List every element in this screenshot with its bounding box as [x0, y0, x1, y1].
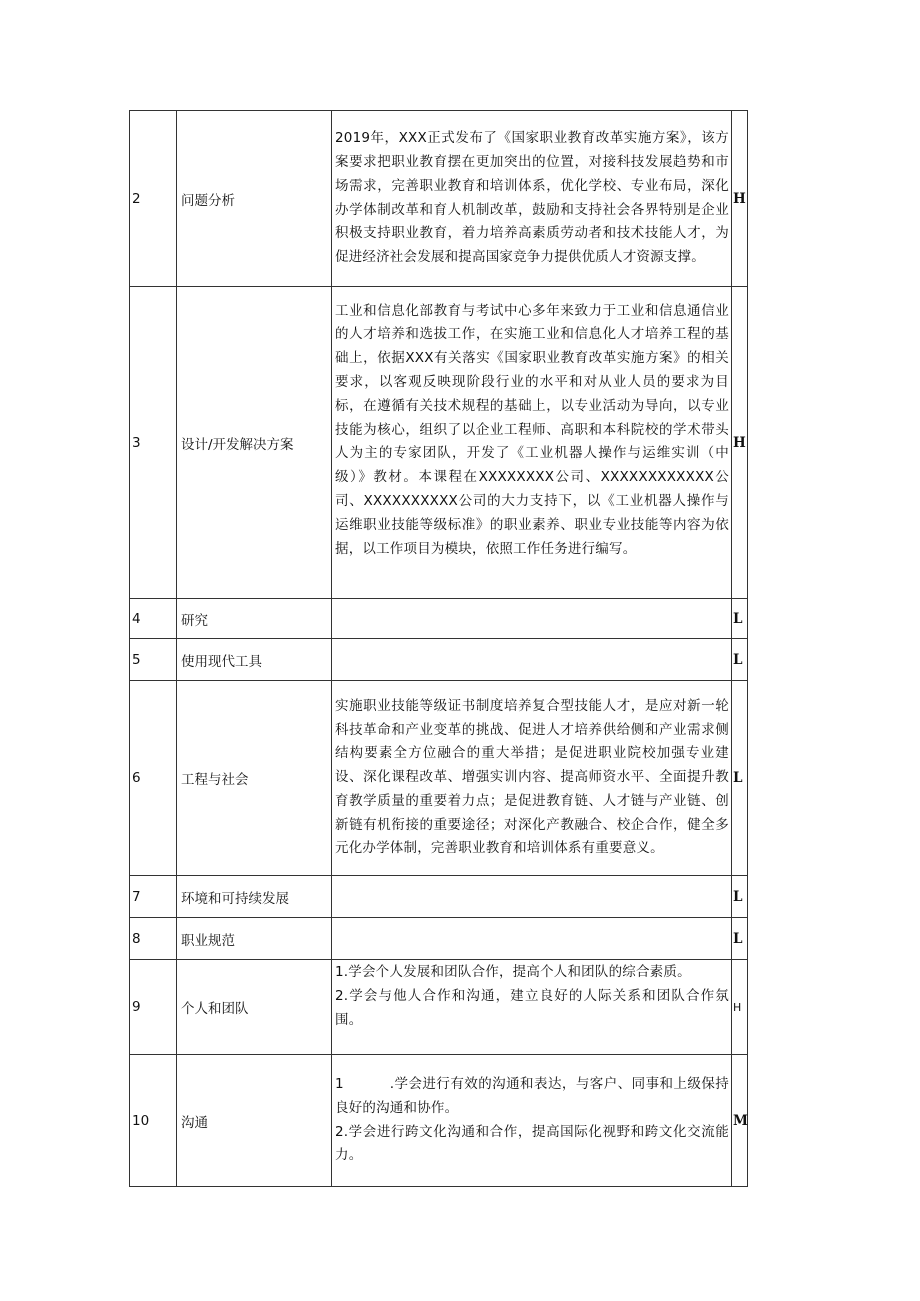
row-item: 工程与社会 — [177, 681, 332, 876]
row-item: 沟通 — [177, 1055, 332, 1187]
table-row — [130, 287, 748, 599]
row-number: 7 — [130, 876, 177, 918]
row-level: H — [732, 111, 748, 287]
row-description — [332, 639, 732, 681]
row-level: L — [732, 599, 748, 639]
row-level: M — [732, 1055, 748, 1187]
table-row — [130, 960, 748, 1055]
row-number: 5 — [130, 639, 177, 681]
row-item: 设计/开发解决方案 — [177, 287, 332, 599]
row-item: 个人和团队 — [177, 960, 332, 1055]
row-level: L — [732, 681, 748, 876]
table-row — [130, 111, 748, 287]
row-description: 实施职业技能等级证书制度培养复合型技能人才，是应对新一轮科技革命和产业变革的挑战、促进人才培养供给侧和产业需求侧结构要素全方位融合的重大举措；是促进职业院校加强专业建设、深化课程改革、增强实训内容、提高师资水平、全面提升教育教学质量的重要着力点；是促进教育链、人才链与产业链、创新链有机衔接的重要途径；对深化产教融合、校企合作，健全多元化办学体制，完善职业教育和培训体系有重要意义。 — [332, 681, 732, 876]
row-description: 2019年，XXX正式发布了《国家职业教育改革实施方案》，该方案要求把职业教育摆在更加突出的位置，对接科技发展趋势和市场需求，完善职业教育和培训体系，优化学校、专业布局，深化办学体制改革和育人机制改革，鼓励和支持社会各界特别是企业积极支持职业教育，着力培养高素质劳动者和技术技能人才，为促进经济社会发展和提高国家竞争力提供优质人才资源支撑。 — [332, 111, 732, 287]
table-row — [130, 681, 748, 876]
description-line: 2.学会进行跨文化沟通和合作，提高国际化视野和跨文化交流能力。 — [335, 1123, 729, 1164]
row-number: 8 — [130, 918, 177, 960]
row-item: 使用现代工具 — [177, 639, 332, 681]
row-level: H — [732, 960, 748, 1055]
row-number: 3 — [130, 287, 177, 599]
row-number: 6 — [130, 681, 177, 876]
row-item: 环境和可持续发展 — [177, 876, 332, 918]
row-item: 问题分析 — [177, 111, 332, 287]
row-description — [332, 960, 732, 1055]
row-description — [332, 599, 732, 639]
table-row — [130, 639, 748, 681]
row-number: 4 — [130, 599, 177, 639]
row-description: 工业和信息化部教育与考试中心多年来致力于工业和信息通信业的人才培养和选拔工作，在实施工业和信息化人才培养工程的基础上，依据XXX有关落实《国家职业教育改革实施方案》的相关要求，以客观反映现阶段行业的水平和对从业人员的要求为目标，在遵循有关技术规程的基础上，以专业活动为导向，以专业技能为核心，组织了以企业工程师、高职和本科院校的学术带头人为主的专家团队，开发了《工业机器人操作与运维实训（中级）》教材。本课程在XXXXXXXX公司、XXXXXXXXXXXX公司、XXXXXXXXXX公司的大力支持下，以《工业机器人操作与运维职业技能等级标准》的职业素养、职业专业技能等内容为依据，以工作项目为模块，依照工作任务进行编写。 — [332, 287, 732, 599]
row-level: L — [732, 639, 748, 681]
row-description — [332, 876, 732, 918]
row-item: 职业规范 — [177, 918, 332, 960]
row-item: 研究 — [177, 599, 332, 639]
row-number: 2 — [130, 111, 177, 287]
table-row — [130, 599, 748, 639]
description-line: 2.学会与他人合作和沟通，建立良好的人际关系和团队合作氛围。 — [335, 987, 729, 1028]
row-level: L — [732, 918, 748, 960]
description-line: 1.学会个人发展和团队合作，提高个人和团队的综合素质。 — [335, 964, 691, 980]
row-description — [332, 1055, 732, 1187]
table-row — [130, 1055, 748, 1187]
row-number: 10 — [130, 1055, 177, 1187]
row-level: H — [732, 287, 748, 599]
outcomes-table — [129, 110, 748, 1187]
description-list-number: 1 — [335, 1075, 344, 1092]
row-description — [332, 918, 732, 960]
description-line: .学会进行有效的沟通和表达，与客户、同事和上级保持良好的沟通和协作。 — [335, 1075, 729, 1116]
table-row — [130, 918, 748, 960]
row-level: L — [732, 876, 748, 918]
row-number: 9 — [130, 960, 177, 1055]
table-row — [130, 876, 748, 918]
